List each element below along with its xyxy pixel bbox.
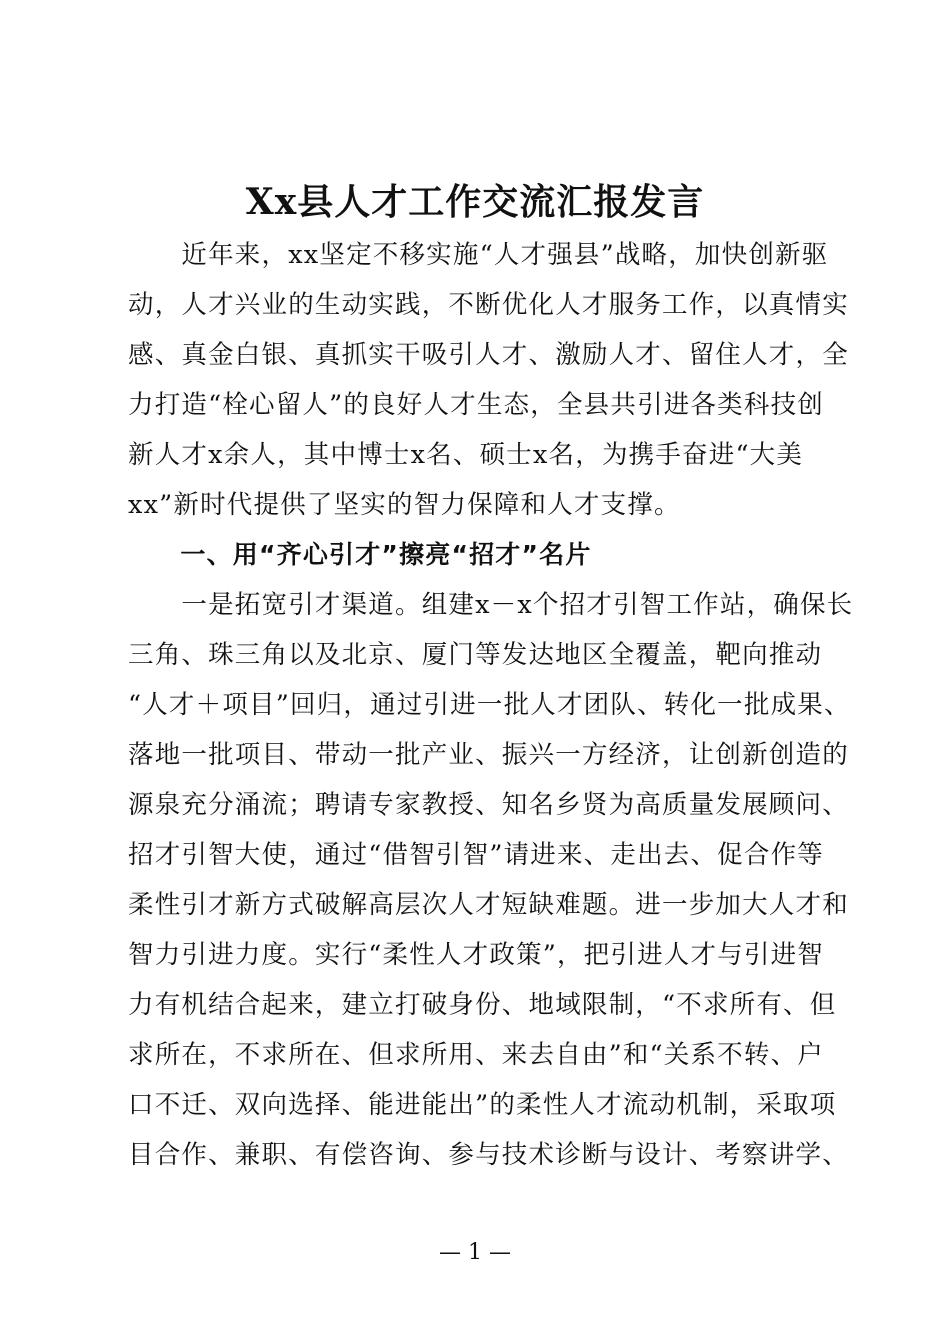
text-line: xx”新时代提供了坚实的智力保障和人才支撑。 [128, 490, 681, 520]
section-heading: 一、用“齐心引才”擦亮“招才”名片 [128, 540, 592, 569]
text-line: 近年来，xx坚定不移实施“人才强县”战略，加快创新驱 [128, 240, 829, 270]
text-line: 一是拓宽引才渠道。组建x－x个招才引智工作站，确保长 [128, 590, 854, 620]
text-line: 柔性引才新方式破解高层次人才短缺难题。进一步加大人才和 [128, 890, 849, 920]
text-line: “人才＋项目”回归，通过引进一批人才团队、转化一批成果、 [128, 690, 851, 720]
text-line: 力有机结合起来，建立打破身份、地域限制，“不求所有、但 [128, 990, 837, 1020]
text-line: 招才引智大使，通过“借智引智”请进来、走出去、促合作等 [128, 840, 824, 870]
text-line: 目合作、兼职、有偿咨询、参与技术诊断与设计、考察讲学、 [128, 1140, 849, 1170]
text-line: 动，人才兴业的生动实践，不断优化人才服务工作，以真情实 [128, 290, 849, 320]
page-number: — 1 — [439, 1240, 511, 1265]
text-line: 智力引进力度。实行“柔性人才政策”，把引进人才与引进智 [128, 940, 824, 970]
text-line: 源泉充分涌流；聘请专家教授、知名乡贤为高质量发展顾问、 [128, 790, 849, 820]
text-line: 新人才x余人，其中博士x名、硕士x名，为携手奋进“大美 [128, 440, 804, 470]
text-line: 求所在，不求所在、但求所用、来去自由”和“关系不转、户 [128, 1040, 824, 1070]
text-line: 力打造“栓心留人”的良好人才生态，全县共引进各类科技创 [128, 390, 824, 420]
text-line: 三角、珠三角以及北京、厦门等发达地区全覆盖，靶向推动 [128, 640, 823, 670]
text-line: 口不迁、双向选择、能进能出”的柔性人才流动机制，采取项 [128, 1090, 837, 1120]
text-line: 落地一批项目、带动一批产业、振兴一方经济，让创新创造的 [128, 740, 849, 770]
text-line: 感、真金白银、真抓实干吸引人才、激励人才、留住人才，全 [128, 340, 849, 370]
document-title: Xx县人才工作交流汇报发言 [245, 181, 705, 223]
